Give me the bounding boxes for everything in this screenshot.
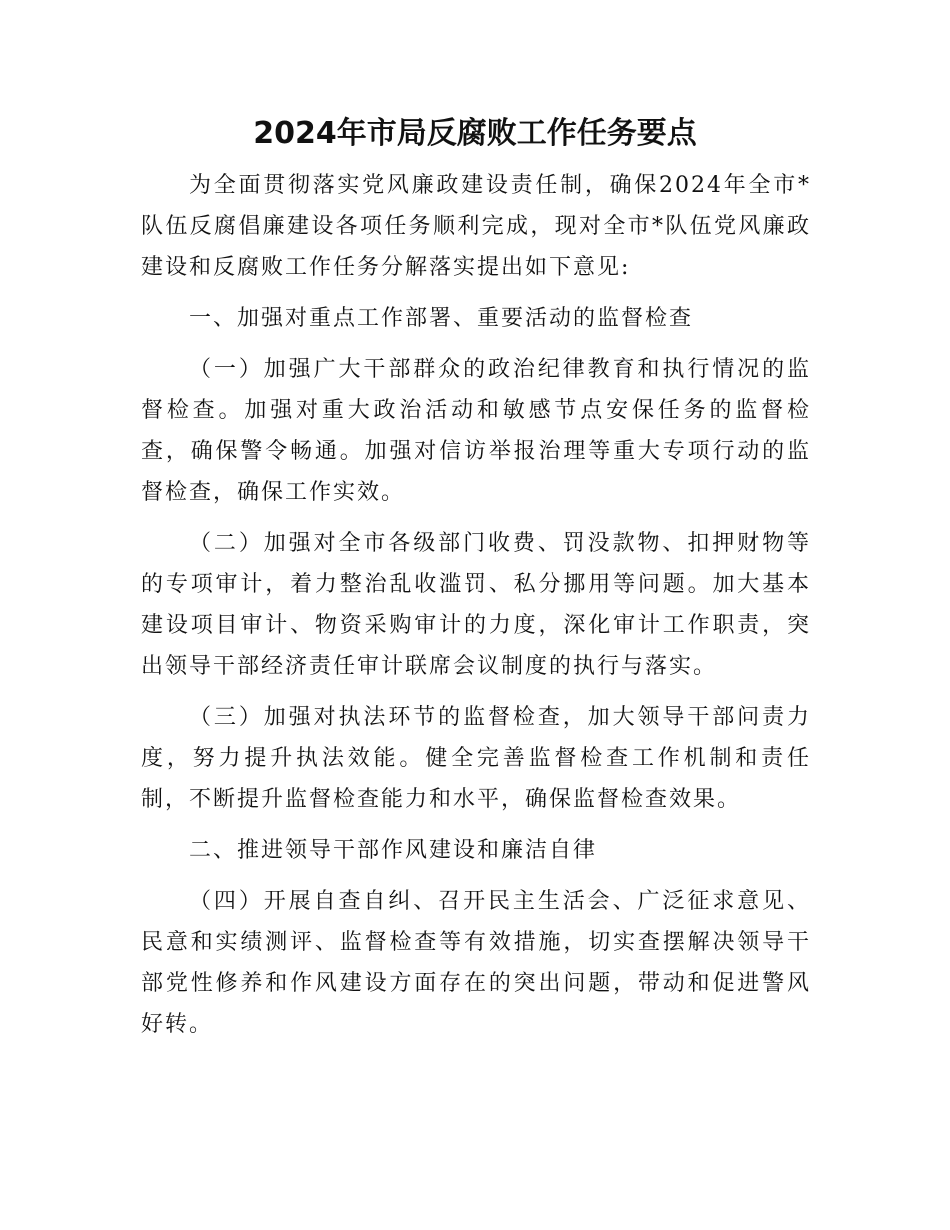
document-body: [141, 165, 811, 1055]
intro-paragraph: 为全面贯彻落实党风廉政建设责任制，确保2024年全市*队伍反腐倡廉建设各项任务顺利完成，现对全市*队伍党风廉政建设和反腐败工作任务分解落实提出如下意见:: [141, 173, 811, 280]
section-heading-1: 一、加强对重点工作部署、重要活动的监督检查: [189, 306, 694, 331]
item-paragraph-3: （三）加强对执法环节的监督检查，加大领导干部问责力度，努力提升执法效能。健全完善监督检查工作机制和责任制，不断提升监督检查能力和水平，确保监督检查效果。: [141, 705, 811, 812]
item-paragraph-4: （四）开展自查自纠、召开民主生活会、广泛征求意见、民意和实绩测评、监督检查等有效措施，切实查摆解决领导干部党性修养和作风建设方面存在的突出问题，带动和促进警风好转。: [141, 889, 811, 1037]
item-paragraph-1: （一）加强广大干部群众的政治纪律教育和执行情况的监督检查。加强对重大政治活动和敏感节点安保任务的监督检查，确保警令畅通。加强对信访举报治理等重大专项行动的监督检查，确保工作实效。: [141, 357, 811, 505]
document-title: 2024年市局反腐败工作任务要点: [253, 116, 697, 151]
item-paragraph-2: （二）加强对全市各级部门收费、罚没款物、扣押财物等的专项审计，着力整治乱收滥罚、私分挪用等问题。加大基本建设项目审计、物资采购审计的力度，深化审计工作职责，突出领导干部经济责任审计联席会议制度的执行与落实。: [141, 531, 811, 679]
section-heading-2: 二、推进领导干部作风建设和廉洁自律: [189, 838, 598, 863]
